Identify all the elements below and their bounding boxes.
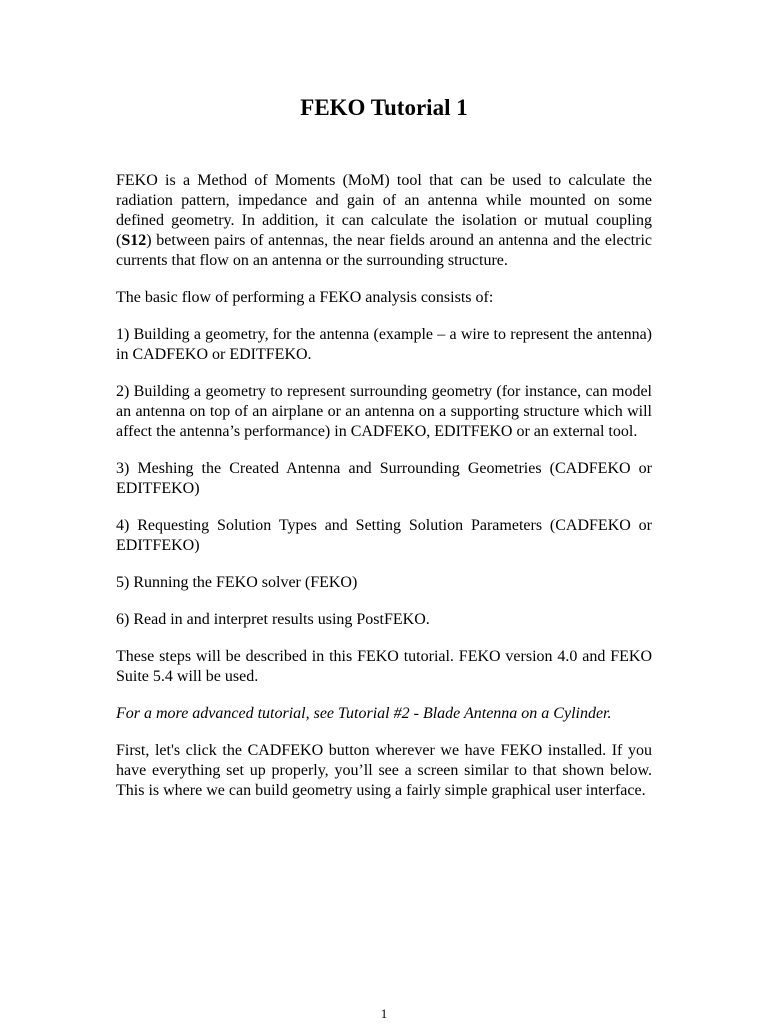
step-2-paragraph: 2) Building a geometry to represent surrounding geometry (for instance, can model an antenna on top of an airplane or an antenna on a supporting structure which will affect the antenna’s performance) in CADFEKO, EDITFEKO or an external tool. (116, 383, 652, 440)
step-1-paragraph: 1) Building a geometry, for the antenna (example – a wire to represent the antenna) in CADFEKO or EDITFEKO. (116, 326, 652, 363)
intro-bold-term: S12 (121, 232, 147, 249)
intro-paragraph (116, 171, 652, 271)
flow-intro-paragraph: The basic flow of performing a FEKO analysis consists of: (116, 289, 494, 306)
step-5-paragraph: 5) Running the FEKO solver (FEKO) (116, 574, 358, 591)
page-number: 1 (380, 1006, 388, 1021)
closing-paragraph: First, let's click the CADFEKO button wherever we have FEKO installed. If you have everything set up properly, you’ll see a screen similar to that shown below. This is where we can build geometry using a fairly simple graphical user interface. (116, 742, 652, 799)
document-body (116, 171, 652, 818)
step-3-paragraph: 3) Meshing the Created Antenna and Surrounding Geometries (CADFEKO or EDITFEKO) (116, 460, 652, 497)
document-title: FEKO Tutorial 1 (300, 95, 468, 120)
step-4-paragraph: 4) Requesting Solution Types and Setting Solution Parameters (CADFEKO or EDITFEKO) (116, 517, 652, 554)
intro-text-after: ) between pairs of antennas, the near fields around an antenna and the electric currents that flow on an antenna or the surrounding structure. (116, 232, 652, 269)
step-6-paragraph: 6) Read in and interpret results using PostFEKO. (116, 611, 430, 628)
advanced-tutorial-note: For a more advanced tutorial, see Tutorial #2 - Blade Antenna on a Cylinder. (116, 705, 612, 722)
intro-text-before: FEKO is a Method of Moments (MoM) tool that can be used to calculate the radiation pattern, impedance and gain of an antenna while mounted on some defined geometry. In addition, it can calculate the isolation or mutual coupling ( (116, 172, 652, 249)
versions-paragraph: These steps will be described in this FEKO tutorial. FEKO version 4.0 and FEKO Suite 5.4 will be used. (116, 648, 652, 685)
